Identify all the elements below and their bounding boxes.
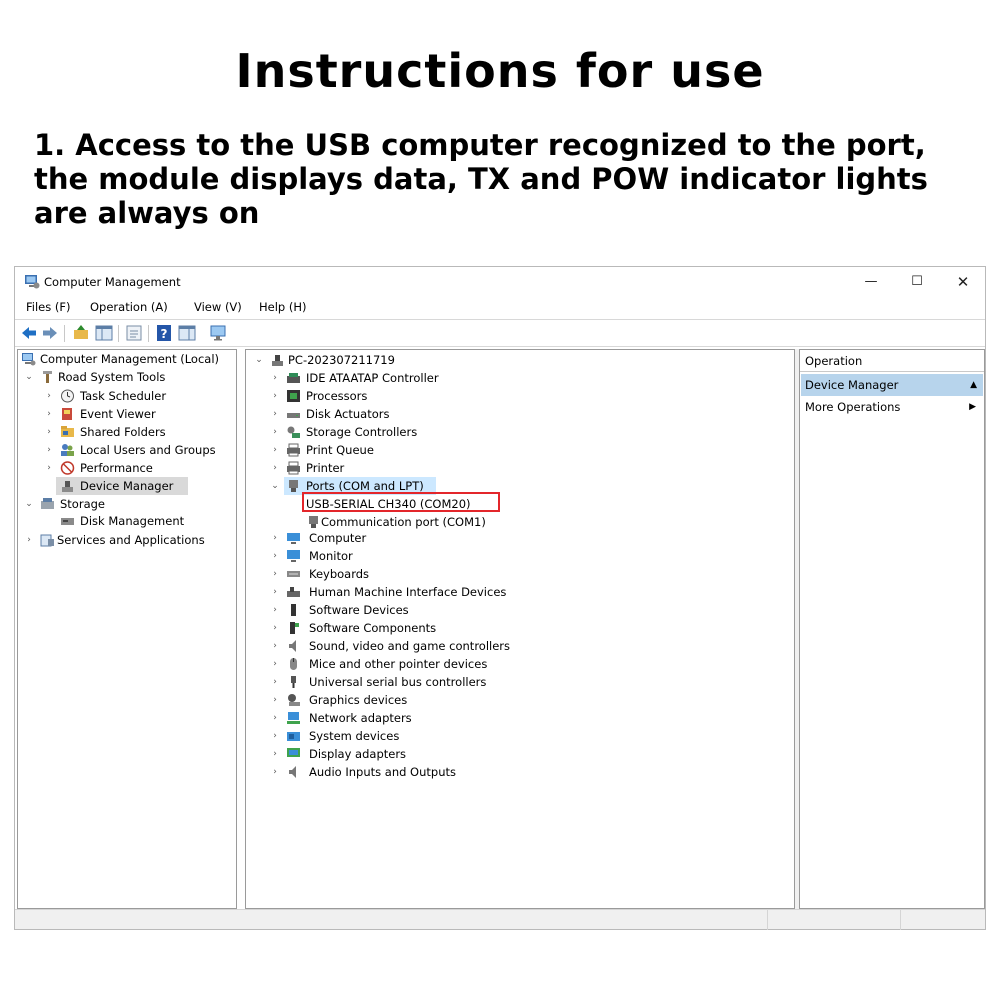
software-component-icon [286,621,301,635]
monitor-icon [286,549,301,563]
device-category-label: Keyboards [309,567,370,581]
storage-controller-icon [286,425,301,439]
pc-icon [270,353,285,367]
audio-icon [286,765,301,779]
action-pane-icon[interactable] [178,324,196,342]
chevron-right-icon[interactable]: › [273,677,277,687]
menu-bar [15,297,985,319]
display-adapter-icon [286,747,301,761]
operations-selected-label: Device Manager [805,378,899,392]
chevron-down-icon[interactable]: ⌄ [271,481,279,491]
disk-management-icon [60,514,75,528]
tree-root[interactable] [20,350,234,368]
disk-drive-icon [286,407,301,421]
operations-pane [799,349,985,909]
ide-controller-icon [286,371,301,385]
tree-item-device-manager[interactable] [20,477,234,495]
chevron-right-icon[interactable]: › [273,695,277,705]
device-category-label: Print Queue [306,443,374,457]
graphics-icon [286,693,301,707]
chevron-right-icon[interactable]: › [273,749,277,759]
forward-arrow-icon[interactable] [41,324,59,342]
device-category-label: Mice and other pointer devices [309,657,488,671]
device-category-label: Sound, video and game controllers [309,639,511,653]
properties-icon[interactable] [125,324,143,342]
operations-header: Operation [800,350,984,372]
device-category-label: Graphics devices [309,693,408,707]
device-category-label: Computer [309,531,367,545]
tree-root-label: Computer Management (Local) [40,352,220,366]
chevron-right-icon[interactable]: › [47,463,51,473]
more-operations-label[interactable]: More Operations [805,400,901,414]
device-category-label: Audio Inputs and Outputs [309,765,456,779]
keyboard-icon [286,567,301,581]
chevron-right-icon[interactable]: › [273,463,277,473]
window-title: Computer Management [44,275,181,289]
tree-item-label: Task Scheduler [80,389,167,403]
computer-icon [286,531,301,545]
device-tree [245,349,795,909]
status-divider [900,910,901,930]
chevron-right-icon[interactable]: › [273,569,277,579]
operations-device-manager[interactable] [801,374,983,396]
tree-item-label: Event Viewer [80,407,156,421]
device-category-label: Processors [306,389,368,403]
chevron-right-icon[interactable]: › [273,659,277,669]
device-category-label: Universal serial bus controllers [309,675,487,689]
tree-item-local-users[interactable] [20,441,234,459]
tree-item-label: Shared Folders [80,425,166,439]
device-category-label: Disk Actuators [306,407,390,421]
highlight-box [302,492,500,512]
chevron-right-icon[interactable]: › [273,409,277,419]
software-device-icon [286,603,301,617]
printer-icon [286,461,301,475]
system-device-icon [286,729,301,743]
help-icon[interactable] [155,324,173,342]
device-category-label: Human Machine Interface Devices [309,585,507,599]
chevron-right-icon[interactable]: › [47,427,51,437]
event-viewer-icon [60,407,75,421]
users-icon [60,443,75,457]
services-icon [40,533,55,547]
device-category-label: Printer [306,461,345,475]
tree-item-system-tools[interactable] [20,368,234,386]
status-divider [767,910,768,930]
tree-item-label: Services and Applications [57,533,205,547]
device-category-label: IDE ATAATAP Controller [306,371,439,385]
tree-item-disk-management[interactable] [20,512,234,530]
chevron-right-icon[interactable]: › [273,391,277,401]
chevron-right-icon[interactable]: › [273,551,277,561]
chevron-right-icon[interactable]: › [27,535,31,545]
submenu-arrow-icon[interactable]: ▶ [969,402,976,412]
device-category-label: Software Components [309,621,437,635]
menu-files[interactable]: Files (F) [26,300,71,314]
device-manager-icon [60,479,75,493]
chevron-right-icon[interactable]: › [47,391,51,401]
device-item-label: USB-SERIAL CH340 (COM20) [306,497,471,511]
network-adapter-icon [286,711,301,725]
up-folder-icon[interactable] [72,324,90,342]
title-bar [15,267,985,297]
computer-management-window [14,266,986,930]
menu-operation[interactable]: Operation (A) [90,300,168,314]
tree-item-performance[interactable] [20,459,234,477]
back-arrow-icon[interactable] [20,324,38,342]
print-queue-icon [286,443,301,457]
chevron-right-icon[interactable]: › [273,767,277,777]
performance-icon [60,461,75,475]
chevron-right-icon[interactable]: › [273,713,277,723]
tree-item-event-viewer[interactable] [20,405,234,423]
tree-item-shared-folders[interactable] [20,423,234,441]
page-title: Instructions for use [235,44,765,98]
menu-help[interactable]: Help (H) [259,300,307,314]
usb-icon [286,675,301,689]
tree-item-storage[interactable] [20,495,234,513]
device-tree-root-label: PC-202307211719 [288,353,395,367]
device-category-label: Ports (COM and LPT) [306,479,424,493]
computer-management-icon [21,352,36,366]
status-bar [15,909,985,929]
tree-item-services-applications[interactable] [20,531,234,549]
chevron-right-icon[interactable]: › [47,445,51,455]
mouse-icon [286,657,301,671]
tree-item-task-scheduler[interactable] [20,387,234,405]
hid-icon [286,585,301,599]
tools-icon [40,370,55,384]
tree-item-label: Device Manager [80,479,174,493]
tree-item-label: Disk Management [80,514,185,528]
toolbar-separator [148,325,149,342]
console-tree [17,349,237,909]
toolbar-separator [64,325,65,342]
chevron-right-icon[interactable]: › [273,605,277,615]
chevron-down-icon[interactable]: ⌄ [25,499,33,509]
chevron-right-icon[interactable]: › [273,533,277,543]
computer-management-icon [24,274,40,289]
port-icon [286,479,301,493]
close-button[interactable]: ✕ [956,273,970,291]
tree-item-label: Road System Tools [58,370,166,384]
instruction-text: 1. Access to the USB computer recognized to the port, the module displays data, TX and POW indicator lights are always on [34,128,928,230]
tree-item-label: Local Users and Groups [80,443,216,457]
device-category-label: Network adapters [309,711,412,725]
toolbar-separator [118,325,119,342]
port-icon [306,515,321,529]
device-category-label: Display adapters [309,747,407,761]
chevron-right-icon[interactable]: › [273,373,277,383]
chevron-right-icon[interactable]: › [47,409,51,419]
minimize-button[interactable]: — [864,274,878,289]
device-category-label: System devices [309,729,400,743]
svg-text:?: ? [160,327,168,341]
chevron-right-icon[interactable]: › [273,641,277,651]
chevron-down-icon[interactable]: ⌄ [25,372,33,382]
tree-item-label: Storage [60,497,105,511]
monitor-icon[interactable] [209,324,227,342]
device-category-label: Software Devices [309,603,409,617]
chevron-right-icon[interactable]: › [273,731,277,741]
chevron-right-icon[interactable]: › [273,427,277,437]
processor-icon [286,389,301,403]
device-category-label: Storage Controllers [306,425,418,439]
shared-folder-icon [60,425,75,439]
toolbar [15,319,985,347]
sound-icon [286,639,301,653]
storage-icon [40,497,55,511]
chevron-right-icon[interactable]: › [273,587,277,597]
chevron-right-icon[interactable]: › [273,623,277,633]
device-category-label: Monitor [309,549,353,563]
chevron-down-icon[interactable]: ⌄ [255,355,263,365]
show-hide-tree-icon[interactable] [95,324,113,342]
tree-item-label: Performance [80,461,153,475]
chevron-right-icon[interactable]: › [273,445,277,455]
menu-view[interactable]: View (V) [194,300,242,314]
maximize-button[interactable]: ☐ [911,274,923,289]
clock-icon [60,389,75,403]
collapse-up-icon[interactable]: ▲ [970,380,977,390]
device-item-label: Communication port (COM1) [321,515,486,529]
